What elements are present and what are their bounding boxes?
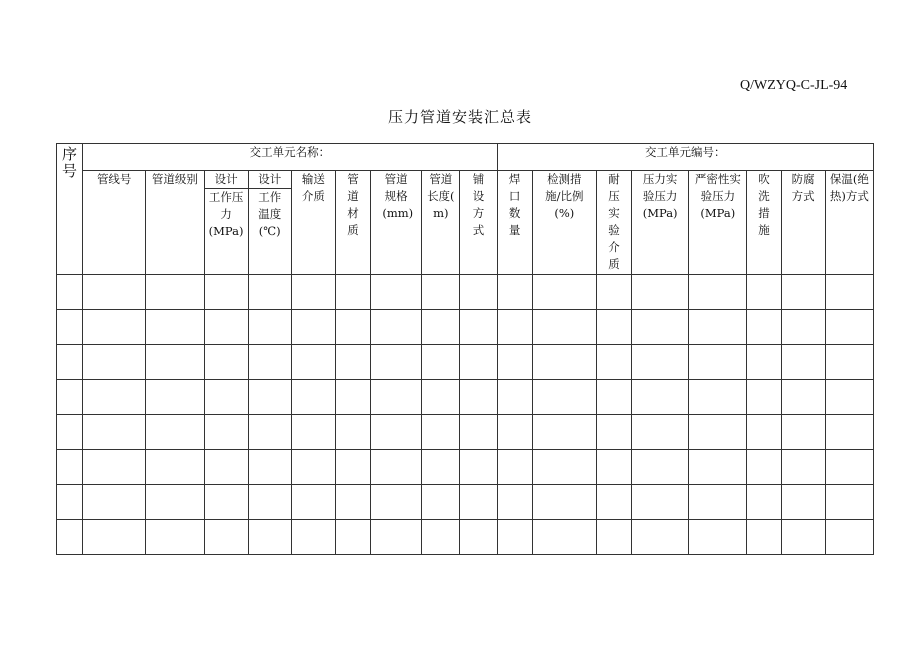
table-cell[interactable] [596, 275, 631, 310]
table-cell[interactable] [248, 415, 291, 450]
table-cell[interactable] [689, 520, 747, 555]
table-cell[interactable] [57, 415, 83, 450]
table-cell[interactable] [146, 345, 204, 380]
table-cell[interactable] [497, 415, 532, 450]
table-cell[interactable] [689, 485, 747, 520]
table-cell[interactable] [632, 520, 689, 555]
table-cell[interactable] [57, 275, 83, 310]
table-cell[interactable] [596, 345, 631, 380]
table-cell[interactable] [497, 485, 532, 520]
table-cell[interactable] [632, 485, 689, 520]
col-material: 管道材质 [335, 171, 370, 275]
table-cell[interactable] [781, 520, 825, 555]
table-cell[interactable] [825, 310, 873, 345]
table-cell[interactable] [825, 380, 873, 415]
table-cell[interactable] [57, 450, 83, 485]
table-cell[interactable] [532, 310, 596, 345]
table-cell[interactable] [204, 415, 248, 450]
table-cell[interactable] [689, 345, 747, 380]
seq-header: 序号 [57, 144, 83, 275]
table-cell[interactable] [497, 345, 532, 380]
col-inspection: 检测措施/比例(%) [532, 171, 596, 275]
table-cell[interactable] [460, 415, 497, 450]
table-cell[interactable] [335, 310, 370, 345]
table-cell[interactable] [781, 380, 825, 415]
col-design-temp: 工作温度(℃) [248, 189, 291, 275]
table-cell[interactable] [532, 485, 596, 520]
table-cell[interactable] [532, 345, 596, 380]
table-cell[interactable] [83, 275, 146, 310]
table-body [57, 275, 874, 555]
table-cell[interactable] [204, 345, 248, 380]
table-row [57, 275, 874, 310]
table-cell[interactable] [335, 485, 370, 520]
table-cell[interactable] [632, 380, 689, 415]
col-laying: 铺设方式 [460, 171, 497, 275]
table-cell[interactable] [460, 520, 497, 555]
table-cell[interactable] [57, 310, 83, 345]
table-cell[interactable] [146, 380, 204, 415]
table-cell[interactable] [83, 310, 146, 345]
col-length: 管道长度( m) [422, 171, 460, 275]
table-cell[interactable] [422, 415, 460, 450]
table-cell[interactable] [204, 380, 248, 415]
table-cell[interactable] [57, 345, 83, 380]
col-pipe-grade: 管道级别 [146, 171, 204, 275]
table-cell[interactable] [248, 450, 291, 485]
table-cell[interactable] [460, 345, 497, 380]
table-row [57, 310, 874, 345]
document-code: Q/WZYQ-C-JL-94 [740, 78, 848, 93]
table-cell[interactable] [204, 275, 248, 310]
table-cell[interactable] [422, 520, 460, 555]
table-cell[interactable] [460, 380, 497, 415]
table-cell[interactable] [596, 415, 631, 450]
table-cell[interactable] [460, 450, 497, 485]
unit-no-label: 交工单元编号： [497, 144, 873, 171]
col-purge: 吹洗措施 [747, 171, 781, 275]
table-cell[interactable] [781, 485, 825, 520]
table-cell[interactable] [204, 450, 248, 485]
table-cell[interactable] [371, 345, 422, 380]
table-cell[interactable] [689, 310, 747, 345]
table-cell[interactable] [248, 485, 291, 520]
table-cell[interactable] [146, 520, 204, 555]
table-cell[interactable] [632, 450, 689, 485]
table-cell[interactable] [825, 450, 873, 485]
table-cell[interactable] [497, 450, 532, 485]
table-cell[interactable] [371, 310, 422, 345]
table-cell[interactable] [291, 275, 335, 310]
table-cell[interactable] [248, 520, 291, 555]
table-cell[interactable] [146, 415, 204, 450]
table-cell[interactable] [689, 450, 747, 485]
table-cell[interactable] [532, 450, 596, 485]
table-row [57, 450, 874, 485]
col-anticorrosion: 防腐方式 [781, 171, 825, 275]
table-cell[interactable] [632, 310, 689, 345]
table-cell[interactable] [83, 485, 146, 520]
table-cell[interactable] [532, 520, 596, 555]
table-cell[interactable] [747, 520, 781, 555]
table-cell[interactable] [747, 310, 781, 345]
table-cell[interactable] [83, 345, 146, 380]
table-cell[interactable] [747, 380, 781, 415]
table-cell[interactable] [422, 485, 460, 520]
col-test-pressure: 压力实验压力(MPa) [632, 171, 689, 275]
table-cell[interactable] [497, 380, 532, 415]
col-test-medium: 耐压实验介质 [596, 171, 631, 275]
table-cell[interactable] [689, 415, 747, 450]
table-cell[interactable] [781, 450, 825, 485]
table-cell[interactable] [460, 485, 497, 520]
table-cell[interactable] [371, 520, 422, 555]
table-cell[interactable] [781, 275, 825, 310]
table-cell[interactable] [146, 275, 204, 310]
document-title: 压力管道安装汇总表 [387, 108, 532, 126]
table-cell[interactable] [825, 415, 873, 450]
table-cell[interactable] [248, 345, 291, 380]
table-cell[interactable] [371, 450, 422, 485]
table-cell[interactable] [632, 275, 689, 310]
table-cell[interactable] [497, 275, 532, 310]
table-cell[interactable] [371, 415, 422, 450]
table-cell[interactable] [83, 380, 146, 415]
table-cell[interactable] [747, 275, 781, 310]
table-cell[interactable] [291, 380, 335, 415]
table-cell[interactable] [596, 310, 631, 345]
table-cell[interactable] [747, 415, 781, 450]
table-cell[interactable] [460, 275, 497, 310]
table-cell[interactable] [146, 450, 204, 485]
table-cell[interactable] [83, 415, 146, 450]
table-row [57, 485, 874, 520]
table-cell[interactable] [291, 345, 335, 380]
table-cell[interactable] [146, 310, 204, 345]
table-cell[interactable] [825, 275, 873, 310]
col-design-1: 设计 [204, 171, 248, 189]
table-cell[interactable] [747, 345, 781, 380]
table-cell[interactable] [146, 485, 204, 520]
table-row [57, 520, 874, 555]
table-cell[interactable] [422, 380, 460, 415]
table-cell[interactable] [422, 310, 460, 345]
table-cell[interactable] [596, 380, 631, 415]
table-cell[interactable] [632, 345, 689, 380]
table-cell[interactable] [689, 380, 747, 415]
col-design-2: 设计 [248, 171, 291, 189]
table-cell[interactable] [747, 450, 781, 485]
table-cell[interactable] [460, 310, 497, 345]
summary-table [56, 143, 874, 555]
table-cell[interactable] [335, 345, 370, 380]
table-cell[interactable] [335, 450, 370, 485]
table-cell[interactable] [422, 345, 460, 380]
table-cell[interactable] [497, 310, 532, 345]
col-weld-count: 焊口数量 [497, 171, 532, 275]
table-cell[interactable] [57, 485, 83, 520]
table-cell[interactable] [422, 275, 460, 310]
table-cell[interactable] [632, 415, 689, 450]
table-cell[interactable] [532, 415, 596, 450]
table-cell[interactable] [596, 485, 631, 520]
col-insulation: 保温(绝热)方式 [825, 171, 873, 275]
col-tightness: 严密性实验压力(MPa) [689, 171, 747, 275]
table-cell[interactable] [371, 275, 422, 310]
col-medium: 输送介质 [291, 171, 335, 275]
table-cell[interactable] [781, 310, 825, 345]
col-line-no: 管线号 [83, 171, 146, 275]
table-cell[interactable] [689, 275, 747, 310]
table-cell[interactable] [497, 520, 532, 555]
col-design-pressure: 工作压力(MPa) [204, 189, 248, 275]
table-cell[interactable] [204, 520, 248, 555]
table-cell[interactable] [422, 450, 460, 485]
table-cell[interactable] [248, 310, 291, 345]
table-cell[interactable] [596, 520, 631, 555]
table-cell[interactable] [248, 380, 291, 415]
table-cell[interactable] [781, 415, 825, 450]
table-cell[interactable] [57, 520, 83, 555]
table-cell[interactable] [532, 380, 596, 415]
table-cell[interactable] [781, 345, 825, 380]
table-cell[interactable] [57, 380, 83, 415]
table-cell[interactable] [204, 310, 248, 345]
table-row [57, 380, 874, 415]
table-cell[interactable] [248, 275, 291, 310]
table-row [57, 415, 874, 450]
col-spec: 管道规格(mm) [371, 171, 422, 275]
table-cell[interactable] [596, 450, 631, 485]
table-cell[interactable] [83, 450, 146, 485]
unit-name-label: 交工单元名称： [83, 144, 498, 171]
table-cell[interactable] [532, 275, 596, 310]
table-cell[interactable] [291, 415, 335, 450]
table-cell[interactable] [825, 485, 873, 520]
table-row [57, 345, 874, 380]
table-cell[interactable] [335, 380, 370, 415]
table-cell[interactable] [291, 485, 335, 520]
table-cell[interactable] [291, 450, 335, 485]
table-cell[interactable] [83, 520, 146, 555]
table-cell[interactable] [371, 485, 422, 520]
table-cell[interactable] [335, 275, 370, 310]
table-cell[interactable] [204, 485, 248, 520]
table-cell[interactable] [335, 520, 370, 555]
table-cell[interactable] [747, 485, 781, 520]
table-cell[interactable] [335, 415, 370, 450]
table-cell[interactable] [371, 380, 422, 415]
table-cell[interactable] [291, 520, 335, 555]
table-cell[interactable] [825, 345, 873, 380]
table-cell[interactable] [291, 310, 335, 345]
table-cell[interactable] [825, 520, 873, 555]
